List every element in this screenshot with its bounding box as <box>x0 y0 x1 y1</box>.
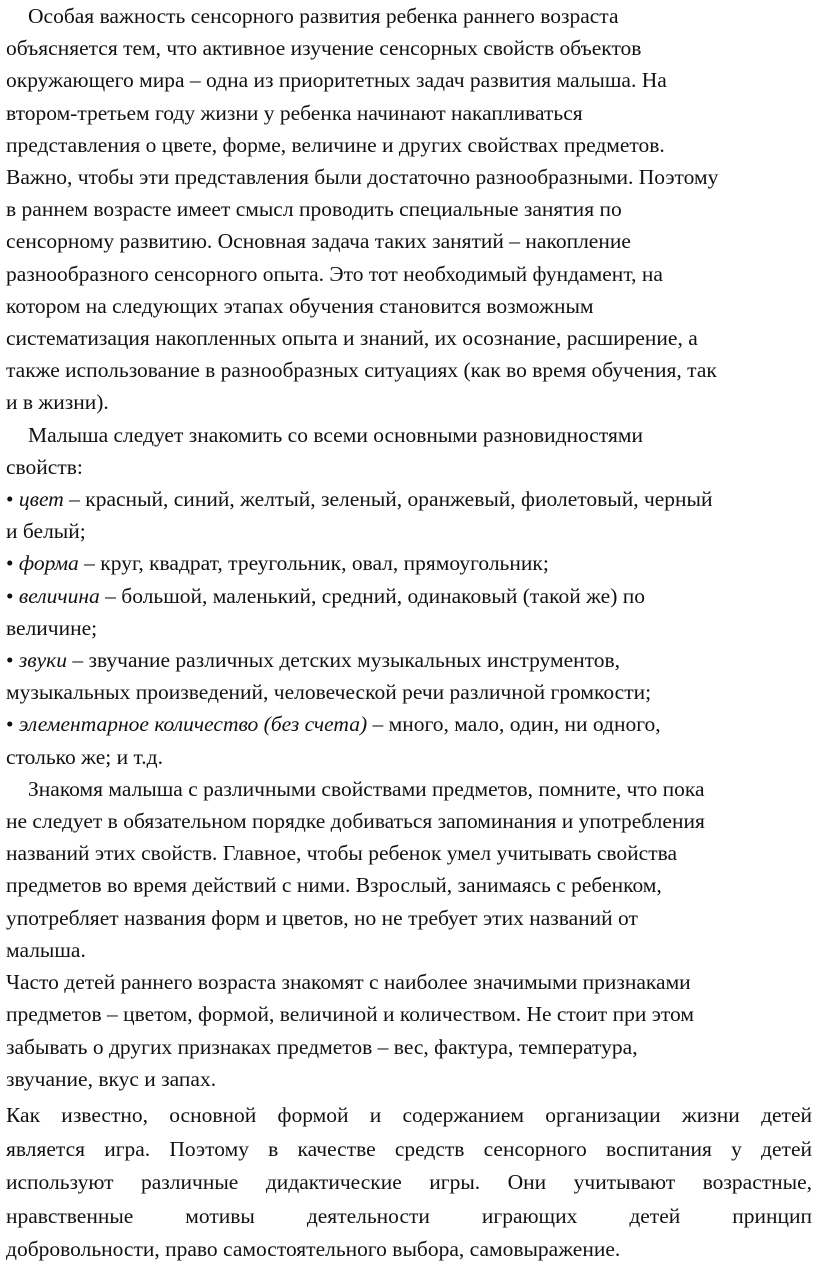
bullet-marker: • <box>6 487 14 512</box>
paragraph-properties-advice <box>6 773 812 966</box>
bullet-text: – большой, маленький, средний, одинаковый (такой же) по <box>99 583 645 608</box>
document-page <box>6 0 812 1267</box>
text-line: предметов – цветом, формой, величиной и количеством. Не стоит при этом <box>6 1002 694 1027</box>
bullet-text: – красный, синий, желтый, зеленый, оранжевый, фиолетовый, черный <box>63 487 713 512</box>
text-line: в раннем возрасте имеет смысл проводить специальные занятия по <box>6 197 622 222</box>
text-line: свойств: <box>6 454 83 479</box>
bullet-term: величина <box>18 583 100 608</box>
text-line: Малыша следует знакомить со всеми основными разновидностями <box>28 422 643 447</box>
bullet-marker: • <box>6 583 14 608</box>
text-line: малыша. <box>6 937 86 962</box>
bullet-text: – звучание различных детских музыкальных инструментов, <box>66 648 621 673</box>
text-line: окружающего мира – одна из приоритетных задач развития малыша. На <box>6 68 667 93</box>
bullet-item-quantity <box>6 708 812 772</box>
text-line: добровольности, право самостоятельного выбора, самовыражение. <box>6 1237 621 1262</box>
bullet-item-color <box>6 483 812 547</box>
text-line: втором-третьем году жизни у ребенка начинают накапливаться <box>6 100 583 125</box>
bullet-line <box>6 708 812 740</box>
bullet-item-sounds <box>6 644 812 708</box>
bullet-line <box>6 547 812 579</box>
text-line: употребляет названия форм и цветов, но не требует этих названий от <box>6 905 638 930</box>
paragraph-sensory-importance <box>6 0 812 419</box>
text-line: сенсорному развитию. Основная задача таких занятий – накопление <box>6 229 631 254</box>
text-line: нравственные мотивы деятельности играющих детей принцип <box>6 1203 812 1228</box>
paragraph-didactic-games <box>6 1099 812 1267</box>
text-line: систематизация накопленных опыта и знаний, их осознание, расширение, а <box>6 326 698 351</box>
bullet-text-continued: столько же; и т.д. <box>6 744 163 769</box>
bullet-item-shape <box>6 547 812 579</box>
bullet-marker: • <box>6 648 14 673</box>
text-line: звучание, вкус и запах. <box>6 1066 217 1091</box>
text-line: представления о цвете, форме, величине и других свойствах предметов. <box>6 132 665 157</box>
bullet-line <box>6 580 812 612</box>
text-line: предметов во время действий с ними. Взрослый, занимаясь с ребенком, <box>6 873 662 898</box>
bullet-text-continued: музыкальных произведений, человеческой речи различной громкости; <box>6 680 652 705</box>
paragraph-significant-features <box>6 966 812 1095</box>
text-line: и в жизни). <box>6 390 109 415</box>
text-line: объясняется тем, что активное изучение сенсорных свойств объектов <box>6 36 642 61</box>
text-line: не следует в обязательном порядке добиваться запоминания и употребления <box>6 809 705 834</box>
text-line: разнообразного сенсорного опыта. Это тот необходимый фундамент, на <box>6 261 663 286</box>
bullet-term: форма <box>18 551 79 576</box>
text-line: является игра. Поэтому в качестве средств сенсорного воспитания у детей <box>6 1136 812 1161</box>
bullet-text-continued: величине; <box>6 615 98 640</box>
text-line: Часто детей раннего возраста знакомят с наиболее значимыми признаками <box>6 970 691 995</box>
text-line: Как известно, основной формой и содержанием организации жизни детей <box>6 1102 812 1127</box>
text-line: Знакомя малыша с различными свойствами предметов, помните, что пока <box>28 776 705 801</box>
bullet-line <box>6 644 812 676</box>
bullet-term: элементарное количество (без счета) <box>18 712 368 737</box>
bullet-term: звуки <box>18 648 67 673</box>
bullet-text: – много, мало, один, ни одного, <box>367 712 661 737</box>
text-line: также использование в разнообразных ситуациях (как во время обучения, так <box>6 358 717 383</box>
text-line: используют различные дидактические игры. Они учитывают возрастные, <box>6 1170 812 1195</box>
bullet-line <box>6 483 812 515</box>
bullet-text: – круг, квадрат, треугольник, овал, прямоугольник; <box>78 551 549 576</box>
text-line: названий этих свойств. Главное, чтобы ребенок умел учитывать свойства <box>6 841 678 866</box>
bullet-marker: • <box>6 712 14 737</box>
bullet-term: цвет <box>18 487 64 512</box>
text-line: Важно, чтобы эти представления были достаточно разнообразными. Поэтому <box>6 165 719 190</box>
text-line: Особая важность сенсорного развития ребенка раннего возраста <box>28 4 619 28</box>
text-line: котором на следующих этапах обучения становится возможным <box>6 293 594 318</box>
paragraph-properties-intro <box>6 419 812 483</box>
bullet-text-continued: и белый; <box>6 519 86 544</box>
bullet-list <box>6 483 812 773</box>
bullet-marker: • <box>6 551 14 576</box>
text-line: забывать о других признаках предметов – вес, фактура, температура, <box>6 1034 638 1059</box>
bullet-item-size <box>6 580 812 644</box>
